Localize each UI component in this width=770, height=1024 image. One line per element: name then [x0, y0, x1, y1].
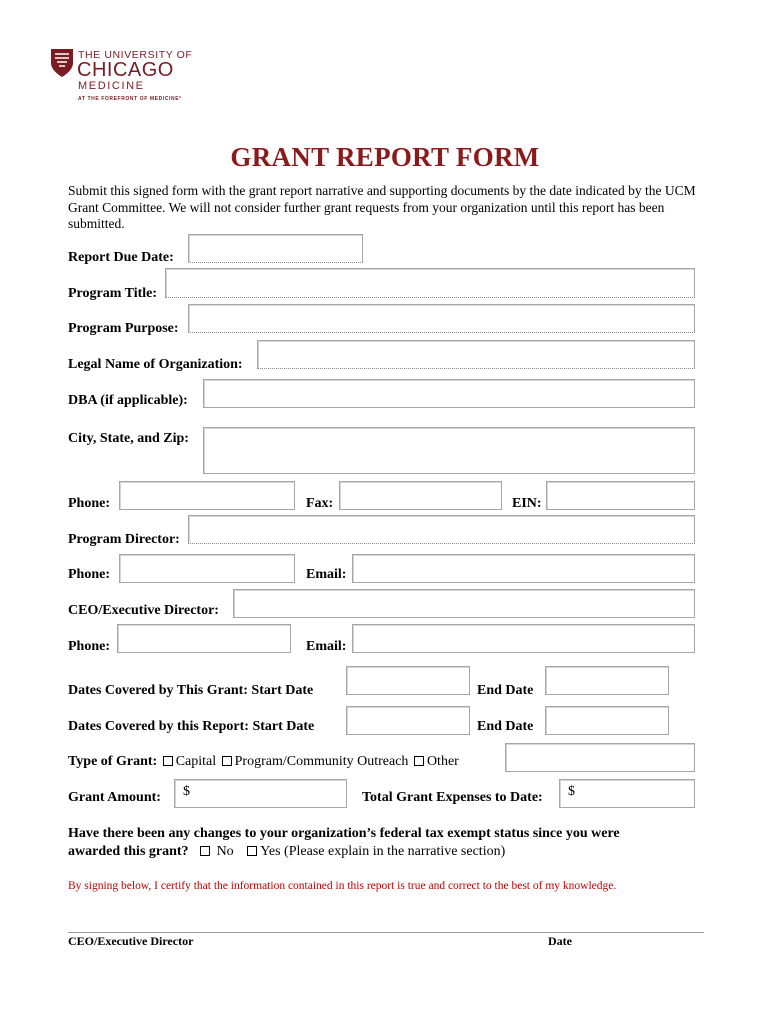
report-due-date-label: Report Due Date: — [68, 250, 174, 265]
checkbox-icon[interactable] — [163, 756, 173, 766]
total-expenses-input[interactable] — [559, 779, 695, 808]
dates-report-label: Dates Covered by this Report: Start Date — [68, 719, 315, 734]
checkbox-icon[interactable] — [222, 756, 232, 766]
checkbox-icon[interactable] — [414, 756, 424, 766]
grant-start-date-input[interactable] — [346, 666, 470, 695]
dba-input[interactable] — [203, 379, 695, 408]
signature-date-label: Date — [548, 934, 572, 948]
currency-symbol: $ — [568, 784, 575, 799]
program-title-input[interactable] — [165, 268, 695, 298]
page-title: GRANT REPORT FORM — [230, 142, 540, 172]
logo-line1: THE UNIVERSITY OF — [78, 49, 193, 61]
logo-tagline: AT THE FOREFRONT OF MEDICINE° — [78, 96, 182, 102]
program-purpose-input[interactable] — [188, 304, 695, 333]
email2-input[interactable] — [352, 624, 695, 653]
phone-input[interactable] — [119, 481, 295, 510]
intro-text: Submit this signed form with the grant report narrative and supporting documents by the date indicated by the UCM Grant Committee. We will not consider further grant requests from your organization until this report has been submitted. — [68, 183, 696, 231]
email-input[interactable] — [352, 554, 695, 583]
city-state-zip-label: City, State, and Zip: — [68, 431, 189, 446]
phone2-label: Phone: — [68, 567, 110, 582]
email2-label: Email: — [306, 639, 347, 654]
tax-question-line1: Have there been any changes to your organization’s federal tax exempt status since you were — [68, 826, 620, 841]
total-expenses-label: Total Grant Expenses to Date: — [362, 790, 543, 805]
report-start-date-input[interactable] — [346, 706, 470, 735]
fax-input[interactable] — [339, 481, 502, 510]
fax-label: Fax: — [306, 496, 334, 511]
program-director-input[interactable] — [188, 515, 695, 544]
logo-line2: CHICAGO — [77, 59, 174, 81]
tax-question-line2-row — [68, 844, 505, 860]
option-program-outreach[interactable]: Program/Community Outreach — [220, 754, 409, 769]
option-other[interactable]: Other — [412, 754, 459, 769]
legal-name-input[interactable] — [257, 340, 695, 369]
program-director-label: Program Director: — [68, 532, 180, 547]
type-of-grant-label: Type of Grant: — [68, 754, 158, 769]
grant-amount-input[interactable] — [174, 779, 347, 808]
tax-question-line2: awarded this grant? — [68, 844, 189, 859]
end-date2-label: End Date — [477, 719, 534, 734]
ceo-label: CEO/Executive Director: — [68, 603, 219, 618]
program-purpose-label: Program Purpose: — [68, 321, 179, 336]
city-state-zip-input[interactable] — [203, 427, 695, 474]
grant-amount-label: Grant Amount: — [68, 790, 161, 805]
ein-label: EIN: — [512, 496, 542, 511]
certification-text: By signing below, I certify that the information contained in this report is true and correct to the best of my knowledge. — [68, 880, 617, 892]
option-yes[interactable]: Yes (Please explain in the narrative section) — [245, 844, 505, 859]
signature-ceo-label: CEO/Executive Director — [68, 934, 194, 948]
phone2-input[interactable] — [119, 554, 295, 583]
phone-label: Phone: — [68, 496, 110, 511]
phone3-label: Phone: — [68, 639, 110, 654]
dba-label: DBA (if applicable): — [68, 393, 188, 408]
logo-line3: MEDICINE — [78, 80, 145, 92]
dates-grant-label: Dates Covered by This Grant: Start Date — [68, 683, 314, 698]
ceo-input[interactable] — [233, 589, 695, 618]
report-end-date-input[interactable] — [545, 706, 669, 735]
option-no[interactable]: No — [198, 844, 234, 859]
phone3-input[interactable] — [117, 624, 291, 653]
report-due-date-input[interactable] — [188, 234, 363, 263]
other-grant-type-input[interactable] — [505, 743, 695, 772]
currency-symbol: $ — [183, 784, 190, 799]
shield-icon — [50, 48, 74, 78]
ein-input[interactable] — [546, 481, 695, 510]
program-title-label: Program Title: — [68, 286, 158, 301]
legal-name-label: Legal Name of Organization: — [68, 357, 243, 372]
end-date-label: End Date — [477, 683, 534, 698]
grant-end-date-input[interactable] — [545, 666, 669, 695]
checkbox-icon[interactable] — [200, 846, 210, 856]
checkbox-icon[interactable] — [247, 846, 257, 856]
option-capital[interactable]: Capital — [161, 754, 216, 769]
signature-line — [68, 932, 704, 933]
type-of-grant-row — [68, 754, 459, 770]
email-label: Email: — [306, 567, 347, 582]
